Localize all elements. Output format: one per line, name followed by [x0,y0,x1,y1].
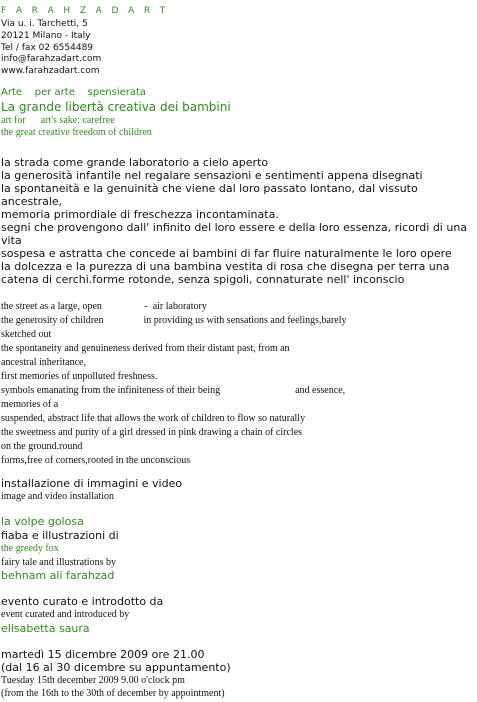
installation-english: image and video installation [1,491,115,502]
fable-description-italian: fiaba e illustrazioni di [1,529,119,542]
english-line: sketched out [1,329,52,340]
title-italian-1: Arte per arte spensierata [1,87,147,98]
curator-name: elisabetta saura [1,622,90,635]
italian-line: ancestrale, [1,195,63,208]
website-link[interactable]: www.farahzadart.com [1,66,100,76]
title-italian-2: La grande libertà creativa dei bambini [1,100,231,114]
fable-author: behnam ali farahzad [1,569,115,582]
italian-line: memoria primordiale di freschezza incontaminata. [1,208,279,221]
english-line: symbols emanating from the infiniteness of their being and essence, [1,385,346,396]
event-period-italian: (dal 16 al 30 dicembre su appuntamento) [1,661,231,674]
event-date-english: Tuesday 15th december 2009 9.00 o'clock pm [1,675,185,686]
address-line-2: 20121 Milano - Italy [1,31,91,41]
english-line: on the ground.round [1,441,83,452]
italian-line: vita [1,234,22,247]
installation-italian: installazione di immagini e video [1,477,183,490]
italian-line: la dolcezza e la purezza di una bambina vestita di rosa che disegna per terra una [1,260,450,273]
title-english-2: the great creative freedom of children [1,127,152,138]
brand-name: F A R A H Z A D A R T [1,6,169,16]
english-line: memories of a [1,399,59,410]
fable-title-english: the greedy fox [1,543,59,554]
italian-line: catena di cerchi.forme rotonde, senza spigoli, connaturate nell' inconscio [1,273,405,286]
english-line: the sweetness and purity of a girl dressed in pink drawing a chain of circles [1,427,303,438]
address-line-1: Via u. i. Tarchetti, 5 [1,19,88,29]
english-line: the street as a large, open - air laboratory [1,301,207,312]
italian-line: la strada come grande laboratorio a cielo aperto [1,156,269,169]
curator-label-italian: evento curato e introdotto da [1,595,164,608]
phone-fax: Tel / fax 02 6554489 [1,43,94,53]
email-link[interactable]: info@farahzadart.com [1,54,102,64]
english-line: first memories of unpolluted freshness. [1,371,158,382]
english-line: the spontaneity and genuineness derived from their distant past, from an [1,343,290,354]
english-line: the generosity of children in providing us with sensations and feelings,barely [1,315,347,326]
english-line: ancestral inheritance, [1,357,86,368]
curator-label-english: event curated and introduced by [1,609,130,620]
fable-title-italian: la volpe golosa [1,515,84,528]
title-english-1: art for art's sake: carefree [1,115,115,126]
english-line: suspended, abstract life that allows the work of children to flow so naturally [1,413,306,424]
english-line: forms,free of corners,rooted in the unconscious [1,455,191,466]
italian-line: la spontaneità e la genuinità che viene dal loro passato lontano, dal vissuto [1,182,418,195]
italian-line: la generosità infantile nel regalare sensazioni e sentimenti appena disegnati [1,169,423,182]
italian-line: segni che provengono dall' infinito del loro essere e della loro essenza, ricordi di una [1,221,468,234]
event-period-english: (from the 16th to the 30th of december by appointment) [1,688,225,699]
event-date-italian: martedì 15 dicembre 2009 ore 21.00 [1,648,205,661]
italian-line: sospesa e astratta che concede ai bambini di far fluire naturalmente le loro opere [1,247,452,260]
fable-description-english: fairy tale and illustrations by [1,557,116,568]
